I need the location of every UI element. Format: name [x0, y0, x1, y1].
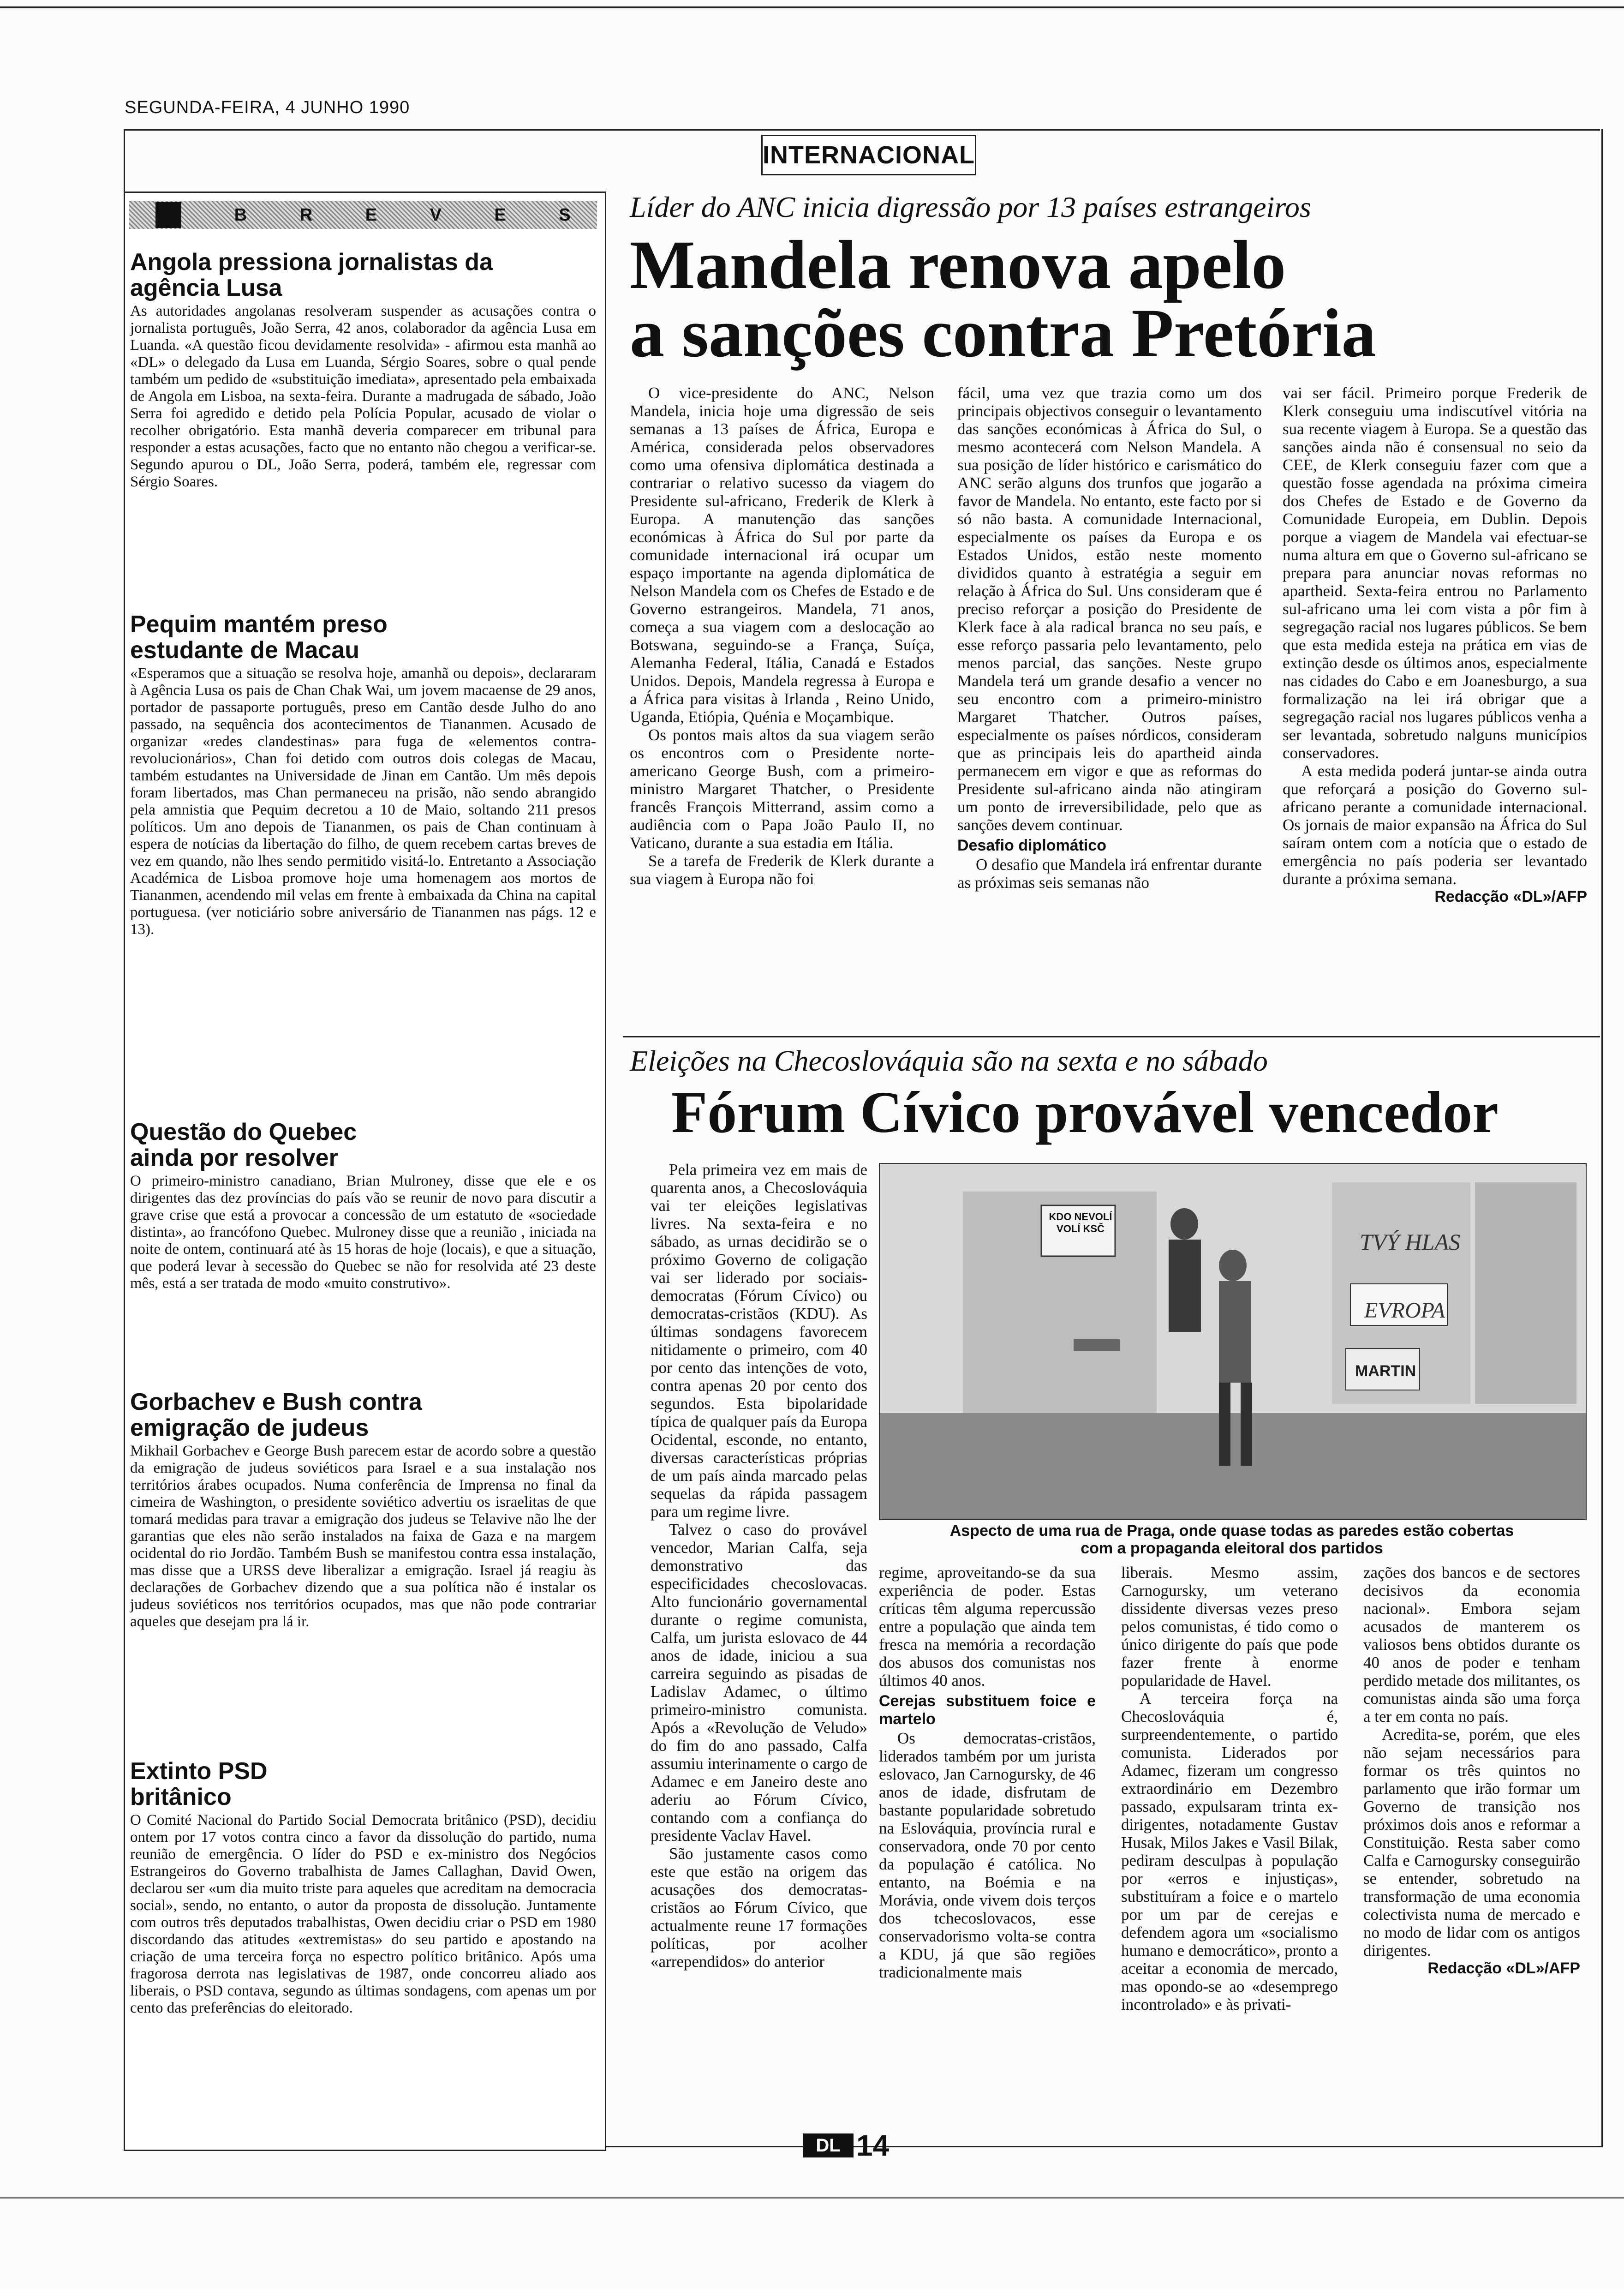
breve-text: O Comité Nacional do Partido Social Democrata britânico (PSD), decidiu ontem por 17 votos contra cinco a favor da dissolução do partido, numa reunião de emergência. O líder do PSD e ex-ministro dos Negócios Estrangeiros do Governo trabalhista de James Callaghan, David Owen, declarou ser «um dia muito triste para aqueles que acreditam na democracia social», sendo, no entanto, o autor da proposta de dissolução. Juntamente com outros três deputados trabalhistas, Owen decidiu criar o PSD em 1980 discordando das atitudes «extremistas» do seu partido e apostando na criação de uma terceira força no espectro político britânico. Após uma fragorosa derrota nas legislativas de 1987, onde concorreu aliado aos liberais, o PSD contava, segundo as últimas sondagens, com apenas um por cento das preferências do eleitorado.: [130, 1812, 596, 2016]
breve-title: Gorbachev e Bush contra emigração de judeus: [130, 1389, 422, 1441]
paragraph: Os democratas-cristãos, liderados também por um jurista eslovaco, Jan Carnogursky, de 46 anos de idade, disfrutam de bastante popularidade sobretudo na Eslováquia, província rural e conservadora, onde 70 por cento da população é católica. No entanto, na Boémia e na Morávia, onde vivem dois terços dos tchecoslovacos, esse conservadorismo volta-se contra a KDU, já que são regiões tradicionalmente mais: [879, 1729, 1096, 1981]
subheading: Cerejas substituem foice e martelo: [879, 1692, 1096, 1728]
subheading: Desafio diplomático: [957, 837, 1107, 854]
credit: Redacção «DL»/AFP: [1427, 1959, 1580, 1977]
paragraph: Pela primeira vez em mais de quarenta anos, a Checoslováquia vai ter eleições legislativas livres. Na sexta-feira e no sábado, as urnas decidirão se o próximo Governo de coligação vai ser liderado por sociais-democratas (Fórum Cívico) ou democratas-cristãos (KDU). As últimas sondagens favorecem nitidamente o primeiro, com 40 por cento das intenções de voto, contra apenas 20 por cento dos segundos. Esta bipolaridade típica de qualquer país da Europa Ocidental, esconde, no entanto, diversas características próprias de um país ainda marcado pelas sequelas da rápida passagem para um regime livre.: [651, 1161, 867, 1521]
mandela-column-2: [957, 384, 1262, 892]
banner-letter: R: [299, 205, 313, 225]
page-number: 14: [856, 2129, 890, 2162]
prague-street-photo: [879, 1163, 1587, 1520]
top-rule: [0, 0, 1624, 8]
photo-sign-kdo: KDO NEVOLÍ VOLÍ KSČ: [1049, 1211, 1112, 1234]
czech-column-4: [1363, 1564, 1580, 1977]
paragraph: São justamente casos como este que estão na origem das acusações dos democratas-cristãos ao Fórum Cívico, que actualmente reune 17 formações políticas, por acolher «arrependidos» do anterior: [651, 1845, 867, 1971]
paragraph: Se a tarefa de Frederik de Klerk durante a sua viagem à Europa não foi: [630, 852, 934, 888]
article-divider: [623, 1036, 1600, 1037]
photo-caption: [879, 1522, 1585, 1557]
czech-headline: Fórum Cívico provável vencedor: [671, 1079, 1499, 1145]
photo-sign-martin: MARTIN: [1355, 1362, 1416, 1380]
banner-letter: E: [494, 205, 506, 225]
breve-angola: [130, 249, 596, 491]
headline-line: Mandela renova apelo: [630, 227, 1286, 303]
paragraph: Talvez o caso do provável vencedor, Marian Calfa, seja demonstrativo das especificidades checoslovacas. Alto funcionário governamental durante o regime comunista, Calfa, um jurista eslovaco de 44 anos de idade, iniciou a sua carreira seguindo as pisadas de Ladislav Adamec, o último primeiro-ministro comunista. Após a «Revolução de Veludo» do fim do ano passado, Calfa assumiu interinamente o cargo de Adamec e em Janeiro deste ano aderiu ao Fórum Cívico, contando com a confiança do presidente Vaclav Havel.: [651, 1521, 867, 1845]
headline-line: a sanções contra Pretória: [630, 295, 1376, 372]
banner-letter: E: [365, 205, 377, 225]
paragraph: A esta medida poderá juntar-se ainda outra que reforçará a posição do Governo sul-africano perante a comunidade internacional. Os jornais de maior expansão na África do Sul saíram ontem com a notícia que o estado de emergência no país poderia ser levantado durante a próxima semana.: [1283, 762, 1587, 888]
section-header: INTERNACIONAL: [761, 135, 976, 175]
breves-banner: [129, 201, 597, 229]
breve-title: Extinto PSD britânico: [130, 1758, 268, 1810]
banner-letter: S: [559, 205, 571, 225]
breve-title: Questão do Quebec ainda por resolver: [130, 1119, 357, 1171]
breve-title: Angola pressiona jornalistas da agência Lusa: [130, 249, 493, 301]
breve-text: Mikhail Gorbachev e George Bush parecem estar de acordo sobre a questão da emigração de judeus soviéticos para Israel e a sua instalação nos territórios árabes ocupados. Numa conferência de Imprensa no final da cimeira de Washington, o presidente soviético advertiu os israelitas de que tomará medidas para travar a emigração dos judeus se Telavive não lhe der garantias que eles não serão instalados na faixa de Gaza e na margem ocidental do rio Jordão. Também Bush se manifestou contra essa instalação, mas disse que a URSS deve liberalizar a emigração. Israel já reagiu às declarações de Gorbachev dizendo que a sua política não é instalar os judeus soviéticos nos territórios ocupados, mas que não pode contrariar aqueles que desejam pra lá ir.: [130, 1443, 596, 1630]
czech-column-3: [1121, 1564, 1338, 2013]
photo-illustration: [880, 1164, 1586, 1519]
photo-sign-evropa: EVROPA: [1364, 1298, 1445, 1323]
mandela-column-1: [630, 384, 934, 888]
breve-psd: [130, 1758, 596, 2017]
mandela-column-3: [1283, 384, 1587, 906]
banner-letter: B: [234, 205, 247, 225]
mandela-kicker: Líder do ANC inicia digressão por 13 países estrangeiros: [630, 191, 1311, 223]
breve-macau: [130, 611, 596, 938]
page-date: SEGUNDA-FEIRA, 4 JUNHO 1990: [125, 98, 410, 117]
credit: Redacção «DL»/AFP: [1434, 888, 1587, 905]
page-number-block: [803, 2128, 889, 2163]
caption-line: Aspecto de uma rua de Praga, onde quase todas as paredes estão cobertas: [949, 1522, 1514, 1540]
breve-title: Pequim mantém preso estudante de Macau: [130, 611, 388, 664]
paragraph: fácil, uma vez que trazia como um dos principais objectivos conseguir o levantamento das sanções económicas à África do Sul, o mesmo acontecerá com Nelson Mandela. A sua posição de líder histórico e carismático do ANC serão alguns dos trunfos que jogarão a favor de Mandela. No entanto, este facto por si só não basta. A comunidade Internacional, especialmente os países da Europa e os Estados Unidos, estão neste momento divididos quanto à estratégia a seguir em relação à África do Sul. Uns consideram que é preciso reforçar a posição do Presidente de Klerk face à ala radical branca no seu país, e esse reforço passaria pelo levantamento, pelo menos parcial, das sanções. Neste grupo Mandela terá um grande desafio a vencer no seu encontro com a primeiro-ministro Margaret Thatcher. Outros países, especialmente os países nórdicos, consideram que as principais leis do apartheid ainda permanecem em vigor e que as reformas do Presidente sul-africano ainda não atingiram um ponto de irreversibilidade, pelo que as sanções devem continuar.: [957, 384, 1262, 834]
paragraph: A terceira força na Checoslováquia é, surpreendentemente, o partido comunista. Liderados por Adamec, fizeram um congresso extraordinário em Dezembro passado, expulsaram trinta ex-dirigentes, notadamente Gustav Husak, Milos Jakes e Vasil Bilak, pediram desculpas à população por «erros e injustiças», substituíram a foice e o martelo por um par de cerejas e defendem agora um «socialismo humano e democrático», pronto a aceitar a economia de mercado, mas opondo-se ao «desemprego incontrolado» e às privati-: [1121, 1690, 1338, 2013]
photo-sign-hlas: TVÝ HLAS: [1360, 1229, 1461, 1255]
paragraph: vai ser fácil. Primeiro porque Frederik de Klerk conseguiu uma indiscutível vitória na sua recente viagem à Europa. Se a questão das sanções ainda não é consensual no seio da CEE, de Klerk conseguiu fazer com que a questão fosse agendada na próxima cimeira dos Chefes de Estado e de Governo da Comunidade Europeia, em Dublin. Depois porque a viagem de Mandela vai efectuar-se numa altura em que o Governo sul-africano se prepara para anunciar novas reformas no apartheid. Sexta-feira entrou no Parlamento sul-africano uma lei com vista a pôr fim à segregação racial nos lugares públicos. Se bem que esta medida esteja na prática em vias de extinção desde os últimos anos, especialmente nas cidades do Cabo e em Joanesburgo, a sua formalização na lei irá obrigar que a segregação racial nos lugares públicos venha a ser levantada, sobretudo nalguns municípios conservadores.: [1283, 384, 1587, 762]
breve-gorbachev: [130, 1389, 596, 1630]
banner-block: [155, 202, 181, 228]
breve-text: «Esperamos que a situação se resolva hoje, amanhã ou depois», declararam à Agência Lusa os pais de Chan Chak Wai, um jovem macaense de 29 anos, portador de passaporte português, preso em Cantão desde Julho do ano passado, na sequência dos acontecimentos de Tiananmen. Acusado de organizar «redes clandestinas» para fuga de «elementos contra-revolucionários», Chan foi detido com outros dois colegas de Macau, também estudantes na Universidade de Jinan em Cantão. Um mês depois foram libertados, mas Chan permaneceu na prisão, não sendo abrangido pela amnistia que Pequim decretou a 10 de Maio, soltando 211 presos políticos. Um ano depois de Tiananmen, os pais de Chan continuam à espera de notícias da libertação do filho, de quem recebem cartas breves de vez em quando, não lhes sendo permitido visitá-lo. Entretanto a Associação Académica de Lisboa promove hoje uma homenagem aos mortos de Tiananmen, acendendo mil velas em frente à embaixada da China na capital portuguesa. (ver noticiário sobre aniversário de Tiananmen nas págs. 12 e 13).: [130, 665, 596, 938]
breve-text: O primeiro-ministro canadiano, Brian Mulroney, disse que ele e os dirigentes das dez províncias do país vão se reunir de novo para discutir a grave crise que está a provocar a concessão de um estatuto de «sociedade distinta», ao francófono Quebec. Mulroney disse que a reunião , iniciada na noite de ontem, continuará até às 15 horas de hoje (locais), e que a situação, que poderá levar à secessão do Quebec se não for resolvida até 23 deste mês, está a ser tratada de modo «muito construtivo».: [130, 1173, 596, 1292]
paragraph: liberais. Mesmo assim, Carnogursky, um veterano dissidente diversas vezes preso pelos comunistas, é tido como o único dirigente do país que pode fazer frente à enorme popularidade de Havel.: [1121, 1564, 1338, 1690]
breve-text: As autoridades angolanas resolveram suspender as acusações contra o jornalista português, João Serra, 42 anos, colaborador da agência Lusa em Luanda. «A questão ficou devidamente resolvida» - afirmou esta manhã ao «DL» o delegado da Lusa em Luanda, Sérgio Soares, sobre o qual pende também um pedido de «substituição imediata», apresentado pela embaixada de Angola em Lisboa, na sexta-feira. Durante a madrugada de sábado, João Serra foi agredido e detido pela Polícia Popular, acusado de violar o recolher obrigatório. Esta manhã deveria comparecer em tribunal para responder a estas acusações, facto que no entanto não chegou a verificar-se. Segundo apurou o DL, João Serra, poderá, também ele, regressar com Sérgio Soares.: [130, 303, 596, 490]
banner-letter: V: [430, 205, 442, 225]
paragraph: O desafio que Mandela irá enfrentar durante as próximas seis semanas não: [957, 856, 1262, 892]
mandela-headline: [630, 227, 1599, 372]
breve-quebec: [130, 1119, 596, 1292]
paragraph: Os pontos mais altos da sua viagem serão os encontros com o Presidente norte-americano George Bush, com a primeiro-ministro Margaret Thatcher, o Presidente francês François Mitterrand, assim como a audiência com o Papa João Paulo II, no Vaticano, durante a sua estadia em Itália.: [630, 726, 934, 852]
paragraph: O vice-presidente do ANC, Nelson Mandela, inicia hoje uma digressão de seis semanas a 13 países de África, Europa e América, considerada pelos observadores como uma ofensiva diplomática destinada a contrariar o relativo sucesso da viagem do Presidente sul-africano, Frederik de Klerk à Europa. A manutenção das sanções económicas à África do Sul por parte da comunidade internacional irá ocupar um espaço importante na agenda diplomática de Nelson Mandela com os Chefes de Estado e de Governo estrangeiros. Mandela, 71 anos, começa a sua viagem com a deslocação ao Botswana, seguindo-se a França, Suíça, Alemanha Federal, Itália, Canadá e Estados Unidos. Depois, Mandela regressa à Europa e a África para visitas à Irlanda , Reino Unido, Uganda, Etiópia, Quénia e Moçambique.: [630, 384, 934, 726]
czech-intro-column: [651, 1161, 867, 1971]
caption-line: com a propaganda eleitoral dos partidos: [1081, 1540, 1383, 1557]
bottom-rule: [0, 2197, 1624, 2199]
paragraph: zações dos bancos e de sectores decisivos da economia nacional». Embora sejam acusados de manterem os valiosos bens obtidos durante os 40 anos de poder e tenham perdido metade dos militantes, os comunistas ainda são uma força a ter em conta no país.: [1363, 1564, 1580, 1726]
paragraph: regime, aproveitando-se da sua experiência de poder. Estas críticas têm alguma repercussão entre a população que ainda tem fresca na memória a recordação dos abusos dos comunistas nos últimos 40 anos.: [879, 1564, 1096, 1690]
czech-kicker: Eleições na Checoslováquia são na sexta e no sábado: [630, 1044, 1268, 1077]
paragraph: Acredita-se, porém, que eles não sejam necessários para formar os três quintos no parlamento que irão formar um Governo de transição nos próximos dois anos e reformar a Constituição. Resta saber como Calfa e Carnogursky conseguirão se entender, sobretudo na transformação de uma economia colectivista numa de mercado e no modo de lidar com os antigos dirigentes.: [1363, 1726, 1580, 1959]
czech-column-2: [879, 1564, 1096, 1981]
dl-logo: DL: [803, 2133, 854, 2157]
